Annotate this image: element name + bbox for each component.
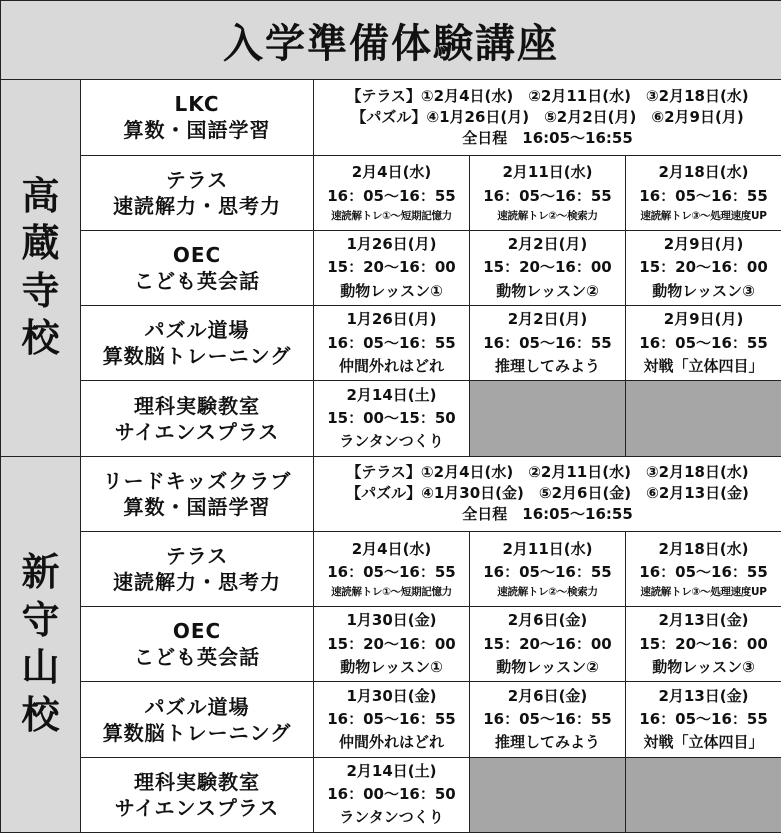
school-name-char: 新 [21,550,60,595]
session-date: 2月9日(月) [663,310,744,329]
session-topic: 推理してみよう [494,733,600,752]
school-name-char: 校 [21,692,60,737]
session-date: 2月13日(金) [658,686,749,705]
session-date: 2月11日(水) [502,163,593,182]
row-overview [1,80,781,155]
session-slot [470,230,626,305]
session-slot [314,531,470,606]
session-topic: ランタンつくり [339,432,444,451]
session-slot [626,155,781,230]
school-name-char: 山 [21,645,60,690]
course-overview [81,80,314,155]
session-date: 2月4日(水) [351,163,432,182]
session-slot [314,230,470,305]
session-time: 16：05～16：55 [327,709,456,728]
session-topic: 動物レッスン③ [652,657,755,676]
empty-slot [470,381,626,456]
session-slot [314,306,470,381]
school-name-char: 寺 [21,268,60,313]
course-overview [81,456,314,531]
session-slot [626,531,781,606]
course-name-line: 速読解力・思考力 [113,570,281,595]
row-oec [1,230,781,305]
session-date: 2月6日(金) [507,611,588,630]
session-slot [314,757,470,832]
row-overview [1,456,781,531]
session-topic: 速読解トレ②～検索力 [497,209,598,222]
session-time: 15：20～16：00 [327,258,456,277]
course-name-line: 算数脳トレーニング [102,720,292,745]
course-name-line: パズル道場 [144,694,250,719]
course-name-line: サイエンスプラス [114,419,280,444]
session-topic: 動物レッスン① [340,657,443,676]
session-date: 1月30日(金) [346,686,437,705]
session-slot [626,230,781,305]
course-name-line: OEC [172,242,222,267]
course-name-line: 速読解力・思考力 [113,193,281,218]
empty-slot [626,381,781,456]
overview-line: 【テラス】①2月4日(水) ②2月11日(水) ③2月18日(水) [346,463,749,482]
session-date: 2月18日(水) [658,163,749,182]
session-topic: 動物レッスン③ [652,281,755,300]
session-time: 15：20～16：00 [639,258,768,277]
session-time: 16：05～16：55 [639,709,768,728]
school-name-char: 校 [21,316,60,361]
empty-slot [626,757,781,832]
row-puzzle [1,682,781,757]
session-time: 16：00～16：50 [327,785,456,804]
session-topic: 速読解トレ①～短期記憶力 [331,586,452,599]
course-puzzle [81,306,314,381]
session-topic: 速読解トレ②～検索力 [497,586,598,599]
session-time: 15：20～16：00 [483,258,612,277]
session-time: 16：05～16：55 [639,186,768,205]
session-date: 1月30日(金) [346,611,437,630]
session-time: 16：05～16：55 [483,562,612,581]
overview-schedule [314,80,781,155]
session-time: 16：05～16：55 [483,709,612,728]
course-oec [81,230,314,305]
course-name-line: こども英会話 [134,268,260,293]
course-terrace [81,531,314,606]
session-date: 2月14日(土) [346,761,437,780]
session-slot [626,682,781,757]
session-date: 2月18日(水) [658,539,749,558]
session-time: 15：20～16：00 [639,634,768,653]
course-science [81,381,314,456]
session-time: 16：05～16：55 [639,333,768,352]
session-slot [470,682,626,757]
course-oec [81,607,314,682]
session-date: 2月9日(月) [663,235,744,254]
course-puzzle [81,682,314,757]
course-name-line: 理科実験教室 [134,769,260,794]
session-slot [314,607,470,682]
session-topic: 対戦「立体四目」 [643,733,764,752]
course-name-line: 算数・国語学習 [123,118,271,143]
session-time: 16：05～16：55 [483,186,612,205]
session-slot [470,531,626,606]
session-date: 1月26日(月) [346,235,437,254]
course-name-line: LKC [174,92,220,117]
session-slot [626,306,781,381]
session-slot [470,155,626,230]
school-name-char: 高 [21,173,60,218]
session-topic: 仲間外れはどれ [338,733,444,752]
session-topic: 動物レッスン② [496,281,599,300]
overview-all-schedule: 全日程 16:05～16:55 [462,128,633,147]
session-topic: 対戦「立体四目」 [643,356,764,375]
session-topic: 速読解トレ③～処理速度UP [640,209,767,222]
session-date: 2月2日(月) [507,310,588,329]
session-slot [314,682,470,757]
session-date: 2月14日(土) [346,385,437,404]
course-name-line: こども英会話 [134,645,260,670]
session-slot [626,607,781,682]
session-date: 2月2日(月) [507,235,588,254]
session-slot [470,306,626,381]
session-topic: 動物レッスン① [340,281,443,300]
session-date: 2月6日(金) [507,686,588,705]
session-topic: 速読解トレ③～処理速度UP [640,586,767,599]
row-terrace [1,531,781,606]
session-time: 15：20～16：00 [483,634,612,653]
overview-all-schedule: 全日程 16:05～16:55 [462,505,633,524]
session-time: 15：20～16：00 [327,634,456,653]
course-name-line: 算数・国語学習 [123,494,271,519]
page-title: 入学準備体験講座 [1,1,781,80]
course-name-line: サイエンスプラス [114,795,280,820]
session-time: 16：05～16：55 [639,562,768,581]
overview-line: 【パズル】④1月26日(月) ⑤2月2日(月) ⑥2月9日(月) [351,107,744,126]
row-terrace [1,155,781,230]
session-topic: 仲間外れはどれ [338,356,444,375]
session-date: 2月11日(水) [502,539,593,558]
overview-line: 【テラス】①2月4日(水) ②2月11日(水) ③2月18日(水) [346,86,749,105]
session-time: 16：05～16：55 [483,333,612,352]
school-name [1,80,81,456]
overview-schedule [314,456,781,531]
session-topic: 速読解トレ①～短期記憶力 [331,209,452,222]
session-topic: ランタンつくり [339,808,444,827]
session-time: 15：00～15：50 [327,408,456,427]
session-slot [470,607,626,682]
course-name-line: 理科実験教室 [134,393,260,418]
course-science [81,757,314,832]
course-name-line: テラス [165,544,229,569]
session-topic: 動物レッスン② [496,657,599,676]
session-topic: 推理してみよう [494,356,600,375]
course-name-line: リードキッズクラブ [102,468,292,493]
school-name-char: 蔵 [21,221,60,266]
session-date: 1月26日(月) [346,310,437,329]
session-date: 2月4日(水) [351,539,432,558]
course-name-line: テラス [165,167,229,192]
course-name-line: パズル道場 [144,318,250,343]
session-slot [314,381,470,456]
course-terrace [81,155,314,230]
course-name-line: OEC [172,619,222,644]
session-date: 2月13日(金) [658,611,749,630]
row-puzzle [1,306,781,381]
session-time: 16：05～16：55 [327,186,456,205]
course-name-line: 算数脳トレーニング [102,344,292,369]
empty-slot [470,757,626,832]
row-oec [1,607,781,682]
row-science [1,757,781,832]
school-name-char: 守 [21,597,60,642]
session-time: 16：05～16：55 [327,562,456,581]
school-name [1,456,81,832]
session-slot [314,155,470,230]
row-science [1,381,781,456]
session-time: 16：05～16：55 [327,333,456,352]
overview-line: 【パズル】④1月30日(金) ⑤2月6日(金) ⑥2月13日(金) [346,484,749,503]
